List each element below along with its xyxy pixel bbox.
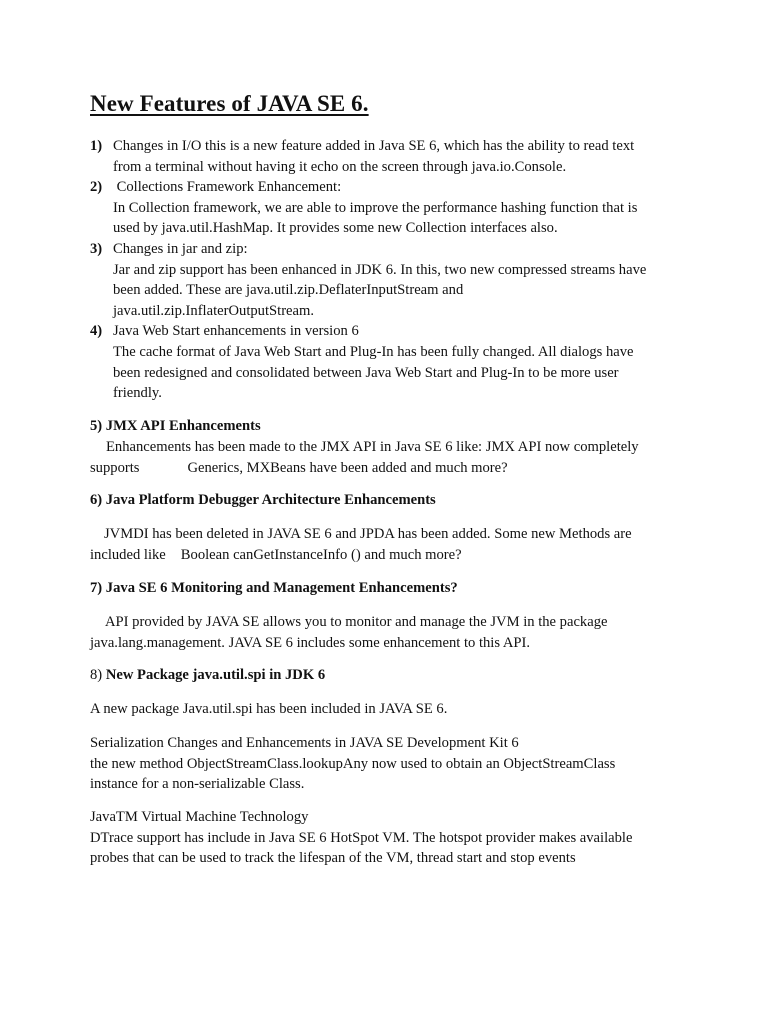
section-debugger [90,490,690,511]
section-spi-body [90,699,690,720]
list-text: from a terminal without having it echo on the screen through java.io.Console. [113,158,567,175]
paragraph-line: java.lang.management. JAVA SE 6 includes some enhancement to this API. [90,635,531,651]
list-text: In Collection framework, we are able to improve the performance hashing function that is [113,199,638,216]
list-text: used by java.util.HashMap. It provides some new Collection interfaces also. [113,220,558,237]
section-heading: 7) Java SE 6 Monitoring and Management Enhancements? [90,580,458,596]
section-number: 8) [90,667,103,683]
section-heading: 6) Java Platform Debugger Architecture Enhancements [90,492,436,508]
list-text: Changes in jar and zip: [113,240,248,257]
section-vm [90,807,690,869]
page-title: New Features of JAVA SE 6. [90,91,369,116]
paragraph-line: Serialization Changes and Enhancements in JAVA SE Development Kit 6 [90,735,519,751]
paragraph-line: A new package Java.util.spi has been included in JAVA SE 6. [90,701,448,717]
list-number: 1) [90,138,103,154]
paragraph-line: Generics, MXBeans have been added and much more? [187,460,508,476]
list-text: Collections Framework Enhancement: [113,179,342,196]
paragraph-line: supports [90,460,140,476]
list-item [90,321,690,403]
paragraph-line: included like [90,547,166,563]
paragraph-line: JVMDI has been deleted in JAVA SE 6 and JPDA has been added. Some new Methods are [104,526,632,542]
section-debugger-body-2 [90,545,690,566]
section-heading: 5) JMX API Enhancements [90,418,261,434]
paragraph-line: DTrace support has include in Java SE 6 HotSpot VM. The hotspot provider makes available [90,829,633,846]
section-spi [90,665,690,686]
section-debugger-body [90,524,704,545]
paragraph-line: Enhancements has been made to the JMX API in Java SE 6 like: JMX API now completely [106,439,639,455]
list-item [90,136,690,177]
paragraph-line: Boolean canGetInstanceInfo () and much more? [180,547,462,563]
section-monitoring-body [90,612,705,633]
list-text: The cache format of Java Web Start and Plug-In has been fully changed. All dialogs have [113,343,634,360]
section-monitoring [90,578,690,599]
paragraph-line: API provided by JAVA SE allows you to monitor and manage the JVM in the package [105,614,608,630]
paragraph-line: instance for a non-serializable Class. [90,776,305,793]
list-text: Jar and zip support has been enhanced in JDK 6. In this, two new compressed streams have [113,261,647,278]
list-text: been redesigned and consolidated between Java Web Start and Plug-In to be more user [113,364,619,381]
list-number: 2) [90,179,103,196]
list-number: 3) [90,240,103,257]
list-item [90,239,690,321]
section-serialization [90,733,690,795]
list-text: Java Web Start enhancements in version 6 [113,323,359,340]
list-text: Changes in I/O this is a new feature added in Java SE 6, which has the ability to read text [113,138,635,154]
paragraph-line: JavaTM Virtual Machine Technology [90,809,309,825]
list-text: java.util.zip.InflaterOutputStream. [113,302,315,319]
list-text: friendly. [113,385,162,402]
list-item [90,177,690,239]
paragraph-line: the new method ObjectStreamClass.lookupAny now used to obtain an ObjectStreamClass [90,755,616,772]
section-heading: New Package java.util.spi in JDK 6 [105,667,326,683]
section-jmx [90,416,690,437]
section-monitoring-body-2 [90,633,690,654]
paragraph-line: probes that can be used to track the lifespan of the VM, thread start and stop events [90,850,576,867]
feature-list [90,136,690,404]
section-jmx-body-2 [90,458,690,479]
section-jmx-body [90,437,706,458]
list-text: been added. These are java.util.zip.DeflaterInputStream and [113,282,464,299]
list-number: 4) [90,323,103,340]
